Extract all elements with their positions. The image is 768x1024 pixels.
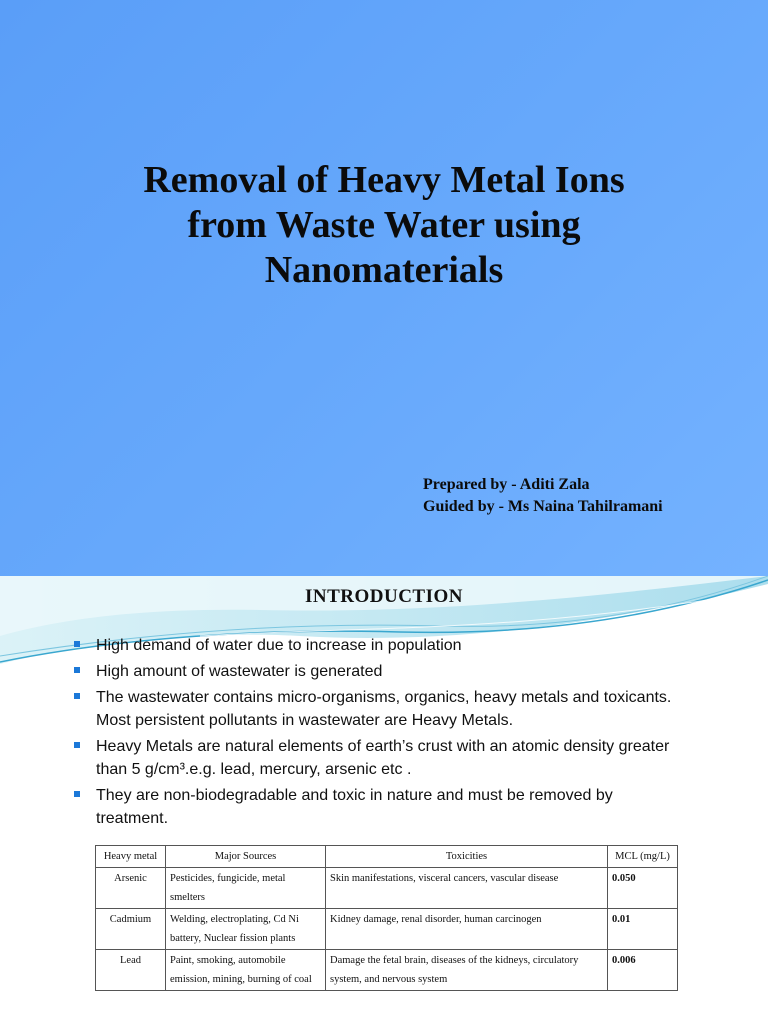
bullet-text: High amount of wastewater is generated	[96, 663, 383, 680]
bullet-list	[74, 634, 684, 833]
bullet-icon	[74, 791, 80, 797]
bullet-icon	[74, 641, 80, 647]
heavy-metals-table	[95, 845, 678, 991]
bullet-item	[74, 634, 684, 657]
cell-mcl: 0.01	[608, 909, 678, 950]
cell-metal: Lead	[96, 950, 166, 991]
cell-sources: Paint, smoking, automobile emission, mining, burning of coal	[166, 950, 326, 991]
bullet-icon	[74, 742, 80, 748]
header-mcl: MCL (mg/L)	[608, 846, 678, 868]
cell-metal: Arsenic	[96, 868, 166, 909]
title-line-3: Nanomaterials	[264, 249, 504, 291]
table-row	[96, 950, 678, 991]
cell-toxicities: Skin manifestations, visceral cancers, vascular disease	[326, 868, 608, 909]
introduction-slide	[0, 576, 768, 1024]
cell-sources: Pesticides, fungicide, metal smelters	[166, 868, 326, 909]
bullet-icon	[74, 693, 80, 699]
bullet-item	[74, 660, 684, 683]
table-row	[96, 909, 678, 950]
bullet-text: The wastewater contains micro-organisms, organics, heavy metals and toxicants. Most persistent pollutants in wastewater are Heavy Metals.	[96, 689, 672, 729]
title-line-1: Removal of Heavy Metal Ions	[143, 159, 625, 201]
bullet-text: They are non-biodegradable and toxic in nature and must be removed by treatment.	[96, 787, 613, 827]
header-major-sources: Major Sources	[166, 846, 326, 868]
slide-heading: INTRODUCTION	[304, 586, 464, 607]
title-line-2: from Waste Water using	[187, 204, 581, 246]
guided-by: Guided by - Ms Naina Tahilramani	[423, 498, 663, 515]
table-header-row	[96, 846, 678, 868]
cell-toxicities: Kidney damage, renal disorder, human carcinogen	[326, 909, 608, 950]
cell-toxicities: Damage the fetal brain, diseases of the kidneys, circulatory system, and nervous system	[326, 950, 608, 991]
cell-metal: Cadmium	[96, 909, 166, 950]
bullet-item	[74, 686, 684, 732]
credits	[423, 474, 663, 518]
prepared-by: Prepared by - Aditi Zala	[423, 476, 590, 493]
bullet-item	[74, 735, 684, 781]
cell-sources: Welding, electroplating, Cd Ni battery, Nuclear fission plants	[166, 909, 326, 950]
bullet-item	[74, 784, 684, 830]
header-heavy-metal: Heavy metal	[96, 846, 166, 868]
cell-mcl: 0.006	[608, 950, 678, 991]
bullet-icon	[74, 667, 80, 673]
presentation-title	[60, 158, 708, 293]
bullet-text: Heavy Metals are natural elements of earth’s crust with an atomic density greater than 5 g/cm³.e.g. lead, mercury, arsenic etc .	[96, 738, 670, 778]
cell-mcl: 0.050	[608, 868, 678, 909]
table-row	[96, 868, 678, 909]
header-toxicities: Toxicities	[326, 846, 608, 868]
bullet-text: High demand of water due to increase in population	[96, 637, 462, 654]
